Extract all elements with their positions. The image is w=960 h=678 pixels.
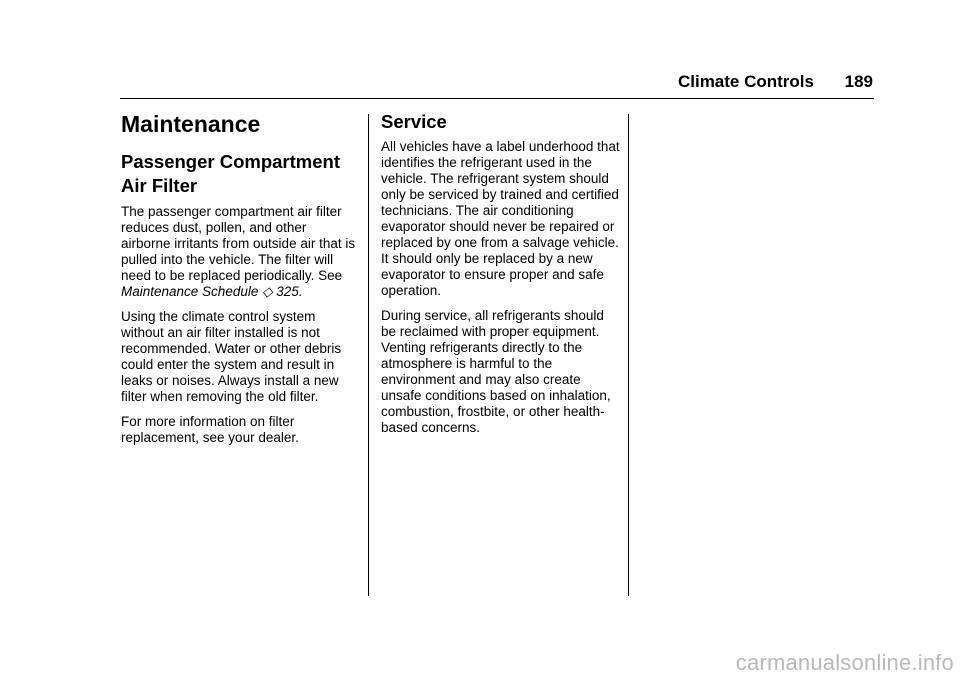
service-text-1b: It should only be replaced by a new evaporator to ensure proper and safe operation. [381,251,604,298]
left-column [121,110,356,455]
service-text-1a: All vehicles have a label underhood that identifies the refrigerant used in the vehicle. The refrigerant system should only be serviced by trained and certified technicians. The air conditioning evaporator should never be repaired or replaced by one from a salvage vehicle. [381,139,620,250]
watermark: carmanualsonline.info [735,650,954,675]
air-filter-paragraph-2: Using the climate control system without an air filter installed is not recommended. Water or other debris could enter the system and result in leaks or noises. Always install a new filter when removing the old filter. [121,309,342,404]
section-title: Climate Controls [677,72,814,91]
air-filter-heading-line1: Passenger Compartment [121,151,340,172]
page-number: 189 [844,72,873,91]
page-header [120,70,874,99]
page-ref-icon: ◇ [262,284,273,299]
service-paragraph-1 [381,139,621,299]
right-column [381,110,621,445]
service-paragraph-2: During service, all refrigerants should be reclaimed with proper equipment. Venting refrigerants directly to the atmosphere is harmful to the environment and may also create unsafe conditions based on inhalation, combustion, frostbite, or other health-based concerns. [381,308,611,435]
paragraph-end: . [298,284,303,299]
air-filter-text: The passenger compartment air filter reduces dust, pollen, and other airborne irritants from outside air that is pulled into the vehicle. The filter will need to be replaced periodically. See [121,204,356,283]
column-divider-left [368,114,369,596]
air-filter-heading-line2: Air Filter [121,175,198,196]
air-filter-heading [121,150,356,198]
column-divider-right [628,114,629,596]
maintenance-schedule-link[interactable]: Maintenance Schedule [121,284,259,299]
maintenance-heading: Maintenance [121,111,261,137]
air-filter-paragraph-3: For more information on filter replacement, see your dealer. [121,414,299,445]
air-filter-paragraph-1 [121,204,356,300]
page-ref-number[interactable]: 325 [276,284,299,299]
service-heading: Service [381,111,447,132]
